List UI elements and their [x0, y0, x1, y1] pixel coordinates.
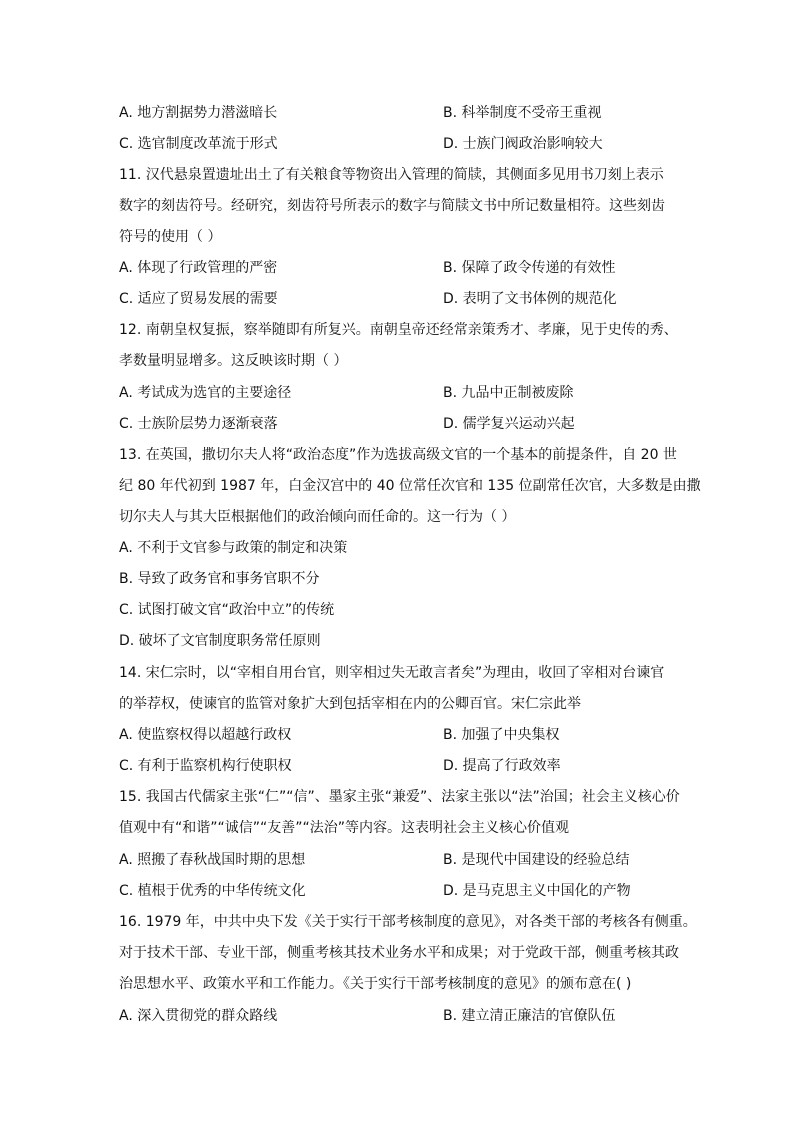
- q10-option-d[interactable]: D. 士族门阀政治影响较大: [443, 136, 603, 152]
- q11-option-a[interactable]: A. 体现了行政管理的严密: [119, 260, 278, 276]
- q13-option-b[interactable]: B. 导致了政务官和事务官职不分: [119, 571, 320, 587]
- q12-stem-line-1: 12. 南朝皇权复振，察举随即有所复兴。南朝皇帝还经常亲策秀才、孝廉，见于史传的秀、: [119, 322, 678, 338]
- q11-option-d[interactable]: D. 表明了文书体例的规范化: [443, 291, 617, 307]
- q10-option-c[interactable]: C. 选官制度改革流于形式: [119, 136, 278, 152]
- q12-option-a[interactable]: A. 考试成为选官的主要途径: [119, 385, 292, 401]
- q12-option-c[interactable]: C. 士族阶层势力逐渐衰落: [119, 416, 278, 432]
- q10-option-a[interactable]: A. 地方割据势力潜滋暗长: [119, 105, 278, 121]
- q14-option-a[interactable]: A. 使监察权得以超越行政权: [119, 727, 292, 743]
- q15-option-c[interactable]: C. 植根于优秀的中华传统文化: [119, 883, 306, 899]
- q14-option-d[interactable]: D. 提高了行政效率: [443, 758, 561, 774]
- q12-option-b[interactable]: B. 九品中正制被废除: [443, 385, 574, 401]
- q13-option-a[interactable]: A. 不利于文官参与政策的制定和决策: [119, 540, 348, 556]
- q12-stem-line-2: 孝数量明显增多。这反映该时期（ ）: [119, 353, 348, 369]
- q10-option-b[interactable]: B. 科举制度不受帝王重视: [443, 105, 602, 121]
- q15-stem-line-2: 值观中有“和谐”“诚信”“友善”“法治”等内容。这表明社会主义核心价值观: [119, 820, 570, 836]
- q11-stem-line-3: 符号的使用（ ）: [119, 229, 222, 245]
- q16-stem-line-3: 治思想水平、政策水平和工作能力。《关于实行干部考核制度的意见》的颁布意在( ): [119, 976, 632, 992]
- q16-option-b[interactable]: B. 建立清正廉洁的官僚队伍: [443, 1008, 616, 1024]
- q15-stem-line-1: 15. 我国古代儒家主张“仁”“信”、墨家主张“兼爱”、法家主张以“法”治国；社会主义核心价: [119, 789, 680, 805]
- q14-stem-line-1: 14. 宋仁宗时，以“宰相自用台官，则宰相过失无敢言者矣”为理由，收回了宰相对台谏官: [119, 665, 665, 681]
- q15-option-b[interactable]: B. 是现代中国建设的经验总结: [443, 852, 630, 868]
- q15-option-a[interactable]: A. 照搬了春秋战国时期的思想: [119, 852, 306, 868]
- q16-stem-line-1: 16. 1979 年，中共中央下发《关于实行干部考核制度的意见》，对各类干部的考核各有侧重。: [119, 914, 697, 930]
- q15-option-d[interactable]: D. 是马克思主义中国化的产物: [443, 883, 631, 899]
- q14-stem-line-2: 的举荐权，使谏官的监管对象扩大到包括宰相在内的公卿百官。宋仁宗此举: [119, 696, 581, 712]
- q13-stem-line-2: 纪 80 年代初到 1987 年，白金汉宫中的 40 位常任次官和 135 位副常任次官，大多数是由撒: [119, 478, 701, 494]
- q16-stem-line-2: 对于技术干部、专业干部，侧重考核其技术业务水平和成果；对于党政干部，侧重考核其政: [119, 945, 679, 961]
- q11-stem-line-2: 数字的刻齿符号。经研究，刻齿符号所表示的数字与简牍文书中所记数量相符。这些刻齿: [119, 198, 665, 214]
- q13-option-d[interactable]: D. 破坏了文官制度职务常任原则: [119, 633, 321, 649]
- q12-option-d[interactable]: D. 儒学复兴运动兴起: [443, 416, 575, 432]
- q11-stem-line-1: 11. 汉代悬泉置遗址出土了有关粮食等物资出入管理的简牍，其侧面多见用书刀刻上表示: [119, 167, 664, 183]
- q16-option-a[interactable]: A. 深入贯彻党的群众路线: [119, 1008, 278, 1024]
- q13-option-c[interactable]: C. 试图打破文官“政治中立”的传统: [119, 602, 335, 618]
- q11-option-b[interactable]: B. 保障了政令传递的有效性: [443, 260, 616, 276]
- q14-option-b[interactable]: B. 加强了中央集权: [443, 727, 560, 743]
- q13-stem-line-3: 切尔夫人与其大臣根据他们的政治倾向而任命的。这一行为（ ）: [119, 509, 516, 525]
- q11-option-c[interactable]: C. 适应了贸易发展的需要: [119, 291, 278, 307]
- q13-stem-line-1: 13. 在英国，撒切尔夫人将“政治态度”作为选拔高级文官的一个基本的前提条件，自 20 世: [119, 447, 677, 463]
- q14-option-c[interactable]: C. 有利于监察机构行使职权: [119, 758, 292, 774]
